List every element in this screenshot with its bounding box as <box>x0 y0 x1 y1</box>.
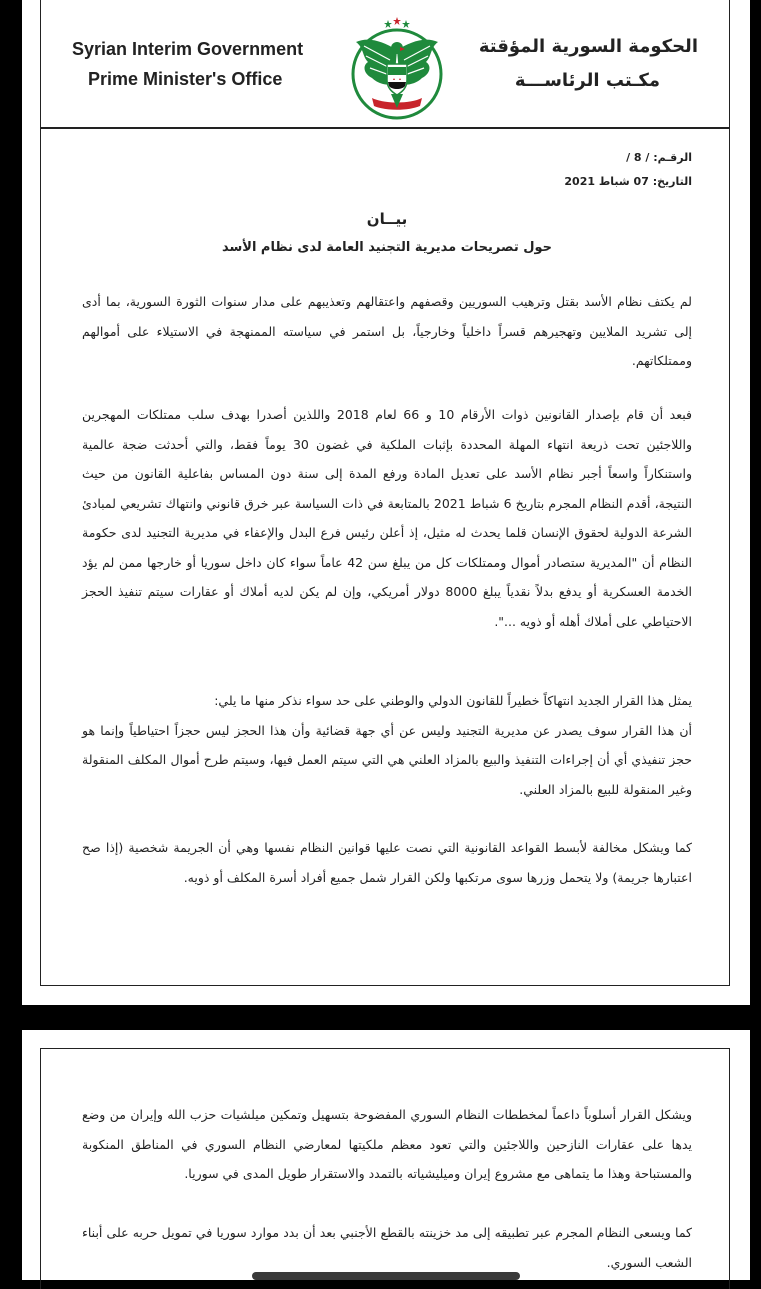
header-ar-line1: الحكومة السورية المؤقتة <box>478 36 698 57</box>
header-divider <box>40 127 730 129</box>
paragraph-4: كما ويشكل مخالفة لأبسط القواعد القانونية التي نصت عليها قوانين النظام نفسها وهي أن الجريمة شخصية (إذا صح اعتبارها جريمة) ولا يتحمل وزرها سوى مرتكبها ولكن القرار شمل جميع أفراد أسرة المكلف أو ذويه. <box>82 840 692 885</box>
paragraph-2: فبعد أن قام بإصدار القانونين ذوات الأرقام 10 و 66 لعام 2018 واللذين أصدرا بهدف سلب ممتلكات المهجرين واللاجئين تحت ذريعة انتهاء المهلة المحددة بإثبات الملكية في غضون 30 يوماً فقط، والتي أحدثت ضجة عالمية واستنكاراً واسعاً أجبر نظام الأسد على تعديل المادة ورفع المدة إلى سنة دون المساس بفاعلية القانون من حيث النتيجة، أقدم النظام المجرم بتاريخ 6 شباط 2021 بالمتابعة في ذات السياسة عبر خرق قانوني وانتهاك تشريعي لمبادئ الشرعة الدولية لحقوق الإنسان قلما يحدث له مثيل، إذ أعلن رئيس فرع البدل والإعفاء في مديرية التجنيد لدى حكومة النظام أن "المديرية ستصادر أموال وممتلكات كل من يبلغ سن 42 عاماً سواء كان داخل سوريا أو خارجها ممن لم يؤد الخدمة العسكرية أو يدفع بدلاً نقدياً يبلغ 8000 دولار أمريكي، وإن لم يكن لديه أملاك أو عقارات سيتم تنفيذ الحجز الاحتياطي على أملاك أهله أو ذويه ...". <box>82 407 693 629</box>
header-en-line1: Syrian Interim Government <box>72 39 304 59</box>
header-en-line2: Prime Minister's Office <box>88 69 283 89</box>
reference-block <box>564 146 692 194</box>
document-page-1 <box>22 0 750 1005</box>
statement-title: بيــان <box>366 210 408 228</box>
syrian-eagle-emblem-icon <box>344 12 450 122</box>
paragraph-1: لم يكتف نظام الأسد بقتل وترهيب السوريين وقصفهم واعتقالهم وتعذيبهم على مدار سنوات الثورة السورية، بما أدى إلى تشريد الملايين وتهجيرهم قسراً داخلياً وخارجياً، بل استمر في سياسته الممنهجة في الاستيلاء على أموالهم وممتلكاتهم. <box>82 294 692 368</box>
reference-number: الرقـم: / 8 / <box>626 151 692 164</box>
horizontal-scrollbar[interactable] <box>252 1272 520 1280</box>
paragraph-5: ويشكل القرار أسلوباً داعماً لمخططات النظام السوري المفضوحة بتسهيل وتمكين ميلشيات حزب الله وإيران من وضع يدها على عقارات النازحين واللاجئين والتي تعود معظم ملكيتها لمعارضي النظام السوري في المناطق المنكوبة والمستباحة وهذا ما يتماهى مع مشروع إيران وميليشياته بالتمدد والاستقرار طويل المدى في سوريا. <box>82 1107 692 1181</box>
statement-subtitle: حول تصريحات مديرية التجنيد العامة لدى نظام الأسد <box>221 240 553 255</box>
header-english <box>72 34 303 94</box>
paragraph-3 <box>82 686 692 804</box>
paragraph-3-intro: يمثل هذا القرار الجديد انتهاكاً خطيراً للقانون الدولي والوطني على حد سواء نذكر منها ما يلي: <box>214 693 692 708</box>
header-ar-line2: مكـتب الرئاســـة <box>514 70 660 91</box>
paragraph-3-body: أن هذا القرار سوف يصدر عن مديرية التجنيد وليس عن أي جهة قضائية وأن هذا الحجز ليس حجزاً احتياطياً وإنما هو حجز تنفيذي أي أن إجراءات التنفيذ والبيع بالمزاد العلني هي التي سيتم العمل فيها، وسيتم طرح أموال المكلف المنقولة وغير المنقولة للبيع بالمزاد العلني. <box>82 722 692 797</box>
header-arabic <box>479 30 698 98</box>
reference-date: التاريخ: 07 شباط 2021 <box>564 175 692 188</box>
document-page-2 <box>22 1030 750 1280</box>
paragraph-6: كما ويسعى النظام المجرم عبر تطبيقه إلى مد خزينته بالقطع الأجنبي بعد أن بدد موارد سوريا في تمويل حربه على أبناء الشعب السوري. <box>82 1225 692 1270</box>
